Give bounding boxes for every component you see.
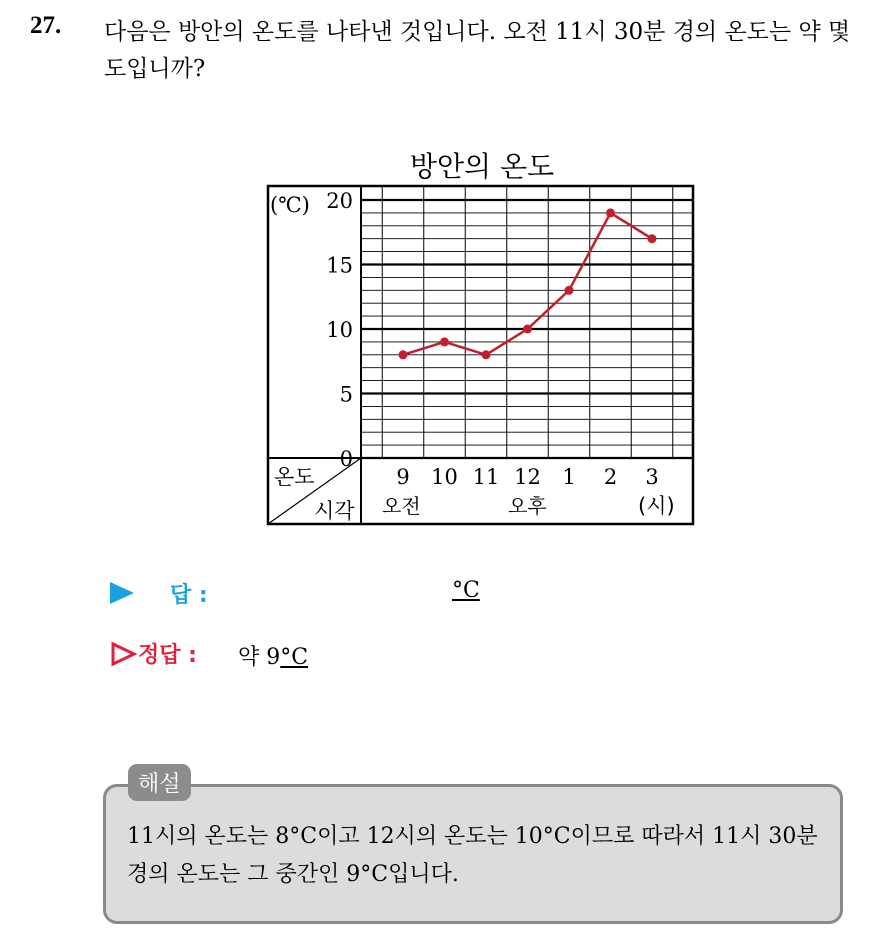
solution-label: 정답 : xyxy=(138,643,197,668)
solution-arrow-icon xyxy=(110,641,138,667)
x-tick-label: 10 xyxy=(431,465,458,489)
data-point xyxy=(399,350,408,359)
explanation-text: 11시의 온도는 8°C이고 12시의 온도는 10°C이므로 따라서 11시 30분 경의 온도는 그 중간인 9°C입니다. xyxy=(127,824,818,887)
y-tick-label: 0 xyxy=(339,447,353,471)
x-axis-ticks xyxy=(396,465,658,489)
period-pm-label: 오후 xyxy=(508,494,547,518)
y-axis-ticks xyxy=(326,189,353,471)
answer-label: 답 : xyxy=(170,583,208,608)
x-tick-label: 12 xyxy=(514,465,541,489)
corner-top-label: 온도 xyxy=(274,465,315,489)
chart-title: 방안의 온도 xyxy=(409,150,555,183)
x-unit-label: (시) xyxy=(638,494,675,518)
series-line xyxy=(403,213,652,355)
x-tick-label: 1 xyxy=(562,465,576,489)
period-am-label: 오전 xyxy=(382,494,421,518)
solution-prefix: 약 9 xyxy=(238,645,281,670)
question-text: 다음은 방안의 온도를 나타낸 것입니다. 오전 11시 30분 경의 온도는 약 몇 도입니까? xyxy=(104,19,851,82)
y-tick-label: 15 xyxy=(326,253,353,278)
explanation-tag: 해설 xyxy=(128,764,191,801)
x-tick-label: 3 xyxy=(645,465,659,489)
data-point xyxy=(440,337,449,346)
data-point xyxy=(565,286,574,295)
y-unit-label: (℃) xyxy=(270,193,310,217)
question-number: 27. xyxy=(30,12,62,39)
answer-blank-unit: °C xyxy=(452,578,480,603)
corner-bottom-label: 시각 xyxy=(314,499,355,523)
solution-value xyxy=(238,640,308,671)
temperature-series xyxy=(399,208,657,359)
data-point xyxy=(523,325,532,334)
x-tick-label: 11 xyxy=(472,465,500,489)
y-tick-label: 5 xyxy=(339,382,353,407)
y-tick-label: 20 xyxy=(326,189,353,213)
answer-arrow-icon xyxy=(108,580,138,606)
data-point xyxy=(482,350,491,359)
solution-unit: °C xyxy=(280,645,309,670)
data-point xyxy=(606,208,615,217)
y-tick-label: 10 xyxy=(326,318,353,342)
data-point xyxy=(648,234,657,243)
x-tick-label: 9 xyxy=(396,465,410,489)
x-tick-label: 2 xyxy=(603,465,618,489)
chart-grid xyxy=(361,186,693,458)
